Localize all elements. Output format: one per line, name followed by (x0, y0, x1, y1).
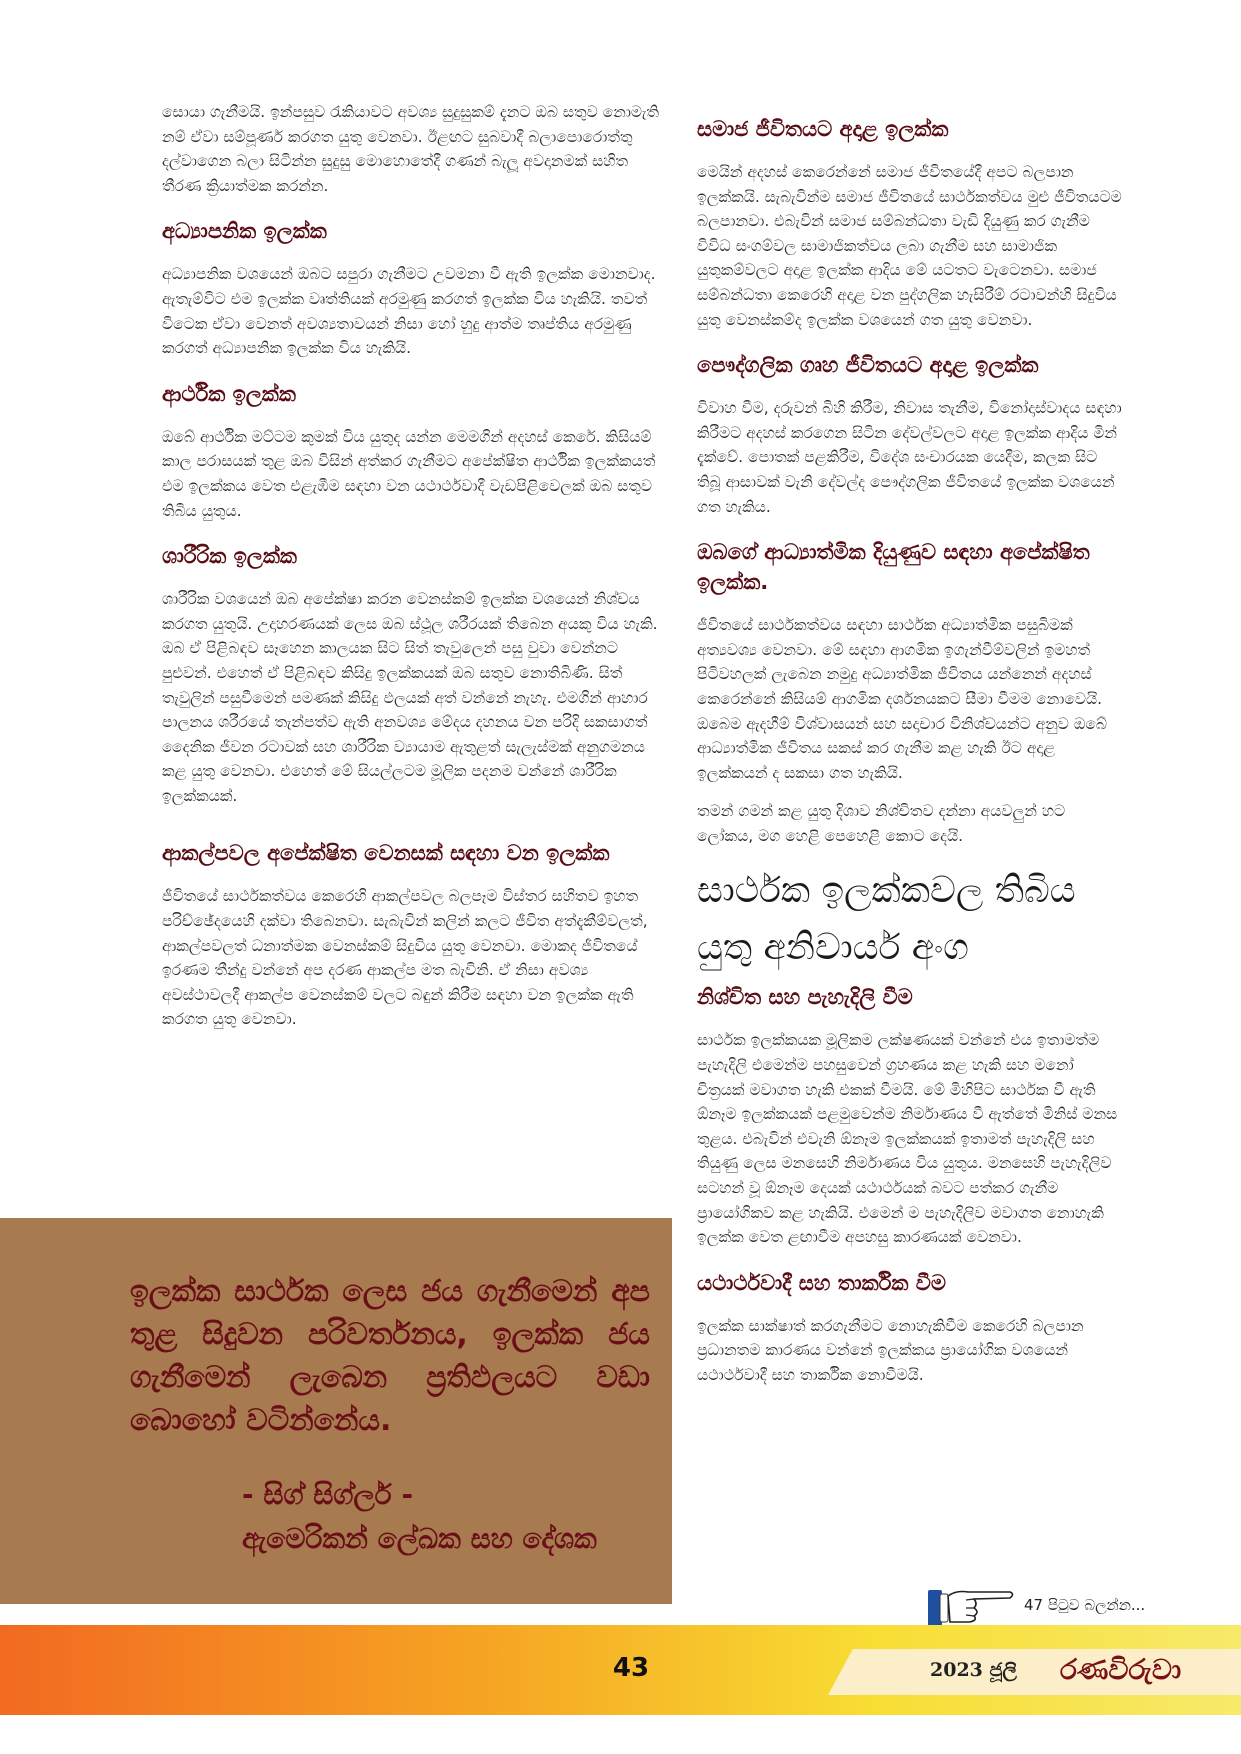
magazine-logo: රණවිරුවා (1060, 1653, 1182, 1686)
big-heading: සාර්ථක ඉලක්කවල තිබිය යුතු අනිවාර්ය අංග (697, 870, 1076, 969)
section-heading-attitude: ආකල්පවල අපේක්ෂිත වෙනසක් සඳහා වන ඉලක්ක (162, 841, 610, 866)
left-column (162, 100, 662, 1046)
section-paragraph-spiritual-2: තමන් ගමන් කළ යුතු දිශාව නිශ්චිතව දන්නා අයවලුන් හට ලෝකය, මග හෙළි පෙහෙළි කොට දෙයි. (697, 802, 1066, 845)
section-paragraph-economic: ඔබේ ආර්ථික මට්ටම කුමක් විය යුතුද යන්න මෙමගින් අදහස් කෙරේ. කිසියම් කාල පරාසයක් තුළ ඔබ විසින් අත්කර ගැනීමට අපේක්ෂිත ආර්ථික ඉලක්කයත් එම ඉලක්කය වෙත එළැඹීම සඳහා වන යථාර්ථවාදී වැඩපිළිවෙලක් ඔබ සතුව තිබිය යුතුය. (162, 427, 656, 520)
pointing-hand-icon (926, 1580, 1016, 1630)
section-heading-economic: ආර්ථික ඉලක්ක (162, 381, 296, 406)
section-heading-spiritual: ඔබගේ ආධ්‍යාත්මික දියුණුව සඳහා අපේක්ෂිත ඉලක්ක. (697, 540, 1090, 595)
quote-author-title: ඇමෙරිකන් ලේඛක සහ දේශක (242, 1522, 597, 1555)
section-heading-physical: ශාරීරික ඉලක්ක (162, 544, 297, 569)
page-number: 43 (612, 1653, 650, 1683)
continued-text: 47 පිටුව බලන්න... (1024, 1596, 1146, 1614)
footer-band (0, 1625, 1241, 1715)
intro-paragraph: සොයා ගැනීමයි. ඉන්පසුව රැකියාවට අවශ්‍ය සුදුසුකම් දැනට ඔබ සතුව නොමැති නම් ඒවා සම්පූර්ණ කරගත යුතු වෙනවා. ඊළඟට සුබවාදී බලාපොරොත්තු දල්වාගෙන බලා සිටින්න සුදුසු මොහොතේදී ගණන් බැලූ අවදානමක් සහිත තීරණ ක්‍රියාත්මක කරන්න. (162, 103, 659, 195)
section-heading-clarity: නිශ්චිත සහ පැහැදිලි වීම (697, 985, 913, 1010)
section-paragraph-spiritual: ජීවිතයේ සාර්ථකත්වය සඳහා සාර්ථක අධ්‍යාත්මික පසුබිමක් අත්‍යවශ්‍ය වෙනවා. මේ සඳහා ආගමික ඉගැන්වීම්වලින් ඉමහත් පිටිවහලක් ලැබෙන නමුදු අධ්‍යාත්මික ජීවිතය යන්නෙන් අදහස් කෙරෙන්නේ කිසියම් ආගමික දර්ශනයකට සීමා වීමම නොවෙයි. ඔබෙම ඇදහීම් විශ්වාසයන් සහ සදාචාර විනිශ්චයන්ට අනුව ඔබේ ආධ්‍යාත්මික ජීවිතය සකස් කර ගැනීම කළ හැකි ඊට අදාළ ඉලක්කයන් ද සකසා ගත හැකියි. (697, 616, 1107, 782)
section-paragraph-clarity: සාර්ථක ඉලක්කයක මූලිකම ලක්ෂණයක් වන්නේ එය ඉතාමත්ම පැහැදිලි එමෙන්ම පහසුවෙන් ග්‍රහණය කළ හැකි සහ මනෝ චිත්‍රයක් මවාගත හැකි එකක් වීමයි. මේ මිහිපිට සාර්ථක වී ඇති ඕනෑම ඉලක්කයක් පළමුවෙන්ම නිර්මාණය වී ඇත්තේ මිනිස් මනස තුළය. එබැවින් එවැනි ඕනෑම ඉලක්කයක් ඉතාමත් පැහැදිලි සහ තියුණු ලෙස මනසෙහි නිර්මාණය විය යුතුය. මනසෙහි පැහැදිලිව සටහන් වූ ඕනෑම දෙයක් යථාර්ථයක් බවට පත්කර ගැනීම ප්‍රායෝගිකව කළ හැකියි. එමෙන් ම පැහැදිලිව මවාගත නොහැකි ඉලක්ක වෙත ළඟාවීම අපහසු කාරණයක් වෙනවා. (697, 1031, 1118, 1247)
issue-date: 2023 ජූලි (930, 1659, 1017, 1681)
quote-text: ඉලක්ක සාර්ථක ලෙස ජය ගැනීමෙන් අප තුළ සිදුවන පරිවර්තනය, ඉලක්ක ජය ගැනීමෙන් ලැබෙන ප්‍රතිඵලයට වඩා බොහෝ වටින්නේය. (130, 1274, 650, 1438)
quote-box (0, 1218, 672, 1604)
section-paragraph-personal: විවාහ වීම, දරුවන් බිහි කිරීම, නිවාස තැනීම, විනෝදාස්වාදය සඳහා කිරීමට අදහස් කරගෙන සිටින දේවල්වලට අදාළ ඉලක්ක ආදිය මින් දැක්වේ. පොතක් පළකිරීම, විදේශ සංචාරයක යෙදීම, කලක සිට තිබූ ආසාවක් වැනි දේවල්ද පෞද්ගලික ජීවිතයේ ඉලක්ක වශයෙන් ගත හැකිය. (697, 399, 1122, 516)
section-paragraph-social: මෙයින් අදහස් කෙරෙන්නේ සමාජ ජීවිතයේදී අපට බලපාන ඉලක්කයි. සැබැවින්ම සමාජ ජීවිතයේ සාර්ථකත්වය මුළු ජීවිතයටම බලපානවා. එබැවින් සමාජ සම්බන්ධතා වැඩි දියුණු කර ගැනීම විවිධ සංගම්වල සාමාජිකත්වය ලබා ගැනීම සහ සාමාජික යුතුකම්වලට අදාළ ඉලක්ක ආදිය මේ යටතට වැටෙනවා. සමාජ සම්බන්ධතා කෙරෙහි අදාළ වන පුද්ගලික හැසිරීම් රටාවන්හි සිදුවිය යුතු වෙනස්කම්ද ඉලක්ක වශයෙන් ගත යුතු වෙනවා. (697, 163, 1122, 329)
section-heading-social: සමාජ ජීවිතයට අදාළ ඉලක්ක (697, 117, 949, 141)
quote-attribution (242, 1473, 662, 1561)
section-paragraph-realistic: ඉලක්ක සාක්ෂාත් කරගැනීමට නොහැකිවීම කෙරෙහි බලපාන ප්‍රධානතම කාරණය වන්නේ ඉලක්කය ප්‍රායෝගික වශයෙන් යථාර්ථවාදී සහ තාර්කික නොවීමයි. (697, 1316, 1084, 1384)
continued-note (926, 1580, 1176, 1630)
section-heading-personal: පෞද්ගලික ගෘහ ජීවිතයට අදාළ ඉලක්ක (697, 353, 1039, 378)
section-paragraph-education: අධ්‍යාපනික වශයෙන් ඔබට සපුරා ගැනීමට උවමනා වී ඇති ඉලක්ක මොනවාද. ඇතැම්විට එම ඉලක්ක වෘත්තියක් අරමුණු කරගත් ඉලක්ක විය හැකියි. තවත් විටෙක ඒවා වෙනත් අවශ්‍යතාවයන් නිසා හෝ හුදු ආත්ම තෘප්තිය අරමුණු කරගත් අධ්‍යාපනික ඉලක්ක විය හැකියි. (162, 265, 656, 358)
section-paragraph-attitude: ජීවිතයේ සාර්ථකත්වය කෙරෙහි ආකල්පවල බලපෑම විස්තර සහිතව ඉහත පරිච්ඡේදයෙහි දක්වා තිබෙනවා. සැබැවින් කලින් කලට ජීවිත අත්දැකීම්වලත්, ආකල්පවලත් ධනාත්මක වෙනස්කම් සිදුවිය යුතු වෙනවා. මොකද ජීවිතයේ ඉරණම තීන්දු වන්නේ අප දරණ ආකල්ප මත බැවිනි. ඒ නිසා අවශ්‍ය අවස්ථාවලදී ආකල්ප වෙනස්කම් වලට බඳුන් කිරීම සඳහා වන ඉලක්ක ඇති කරගත යුතු වෙනවා. (162, 887, 648, 1029)
section-paragraph-physical: ශාරීරික වශයෙන් ඔබ අපේක්ෂා කරන වෙනස්කම් ඉලක්ක වශයෙන් නිශ්චය කරගත යුතුයි. උදාහරණයක් ලෙස ඔබ ස්ථූල ශරීරයක් තිබෙන අයකු විය හැකි. ඔබ ඒ පිළිබඳව සෑහෙන කාලයක සිට සිත් තැවුලෙන් පසු වුවා වෙන්නට පුළුවන්. එහෙත් ඒ පිළිබඳව කිසිදු ඉලක්කයක් ඔබ සතුව නොතිබිණි. සිත් තැවුලින් පසුවීමෙන් පමණක් කිසිදු ඵලයක් අත් වන්නේ නැහැ. එමගින් ආහාර පාලනය ශරීරයේ තැන්පත්ව ඇති අනවශ්‍ය මේදය දහනය වන පරිදි සකසාගත් දෛනික ජීවන රටාවක් සහ ශාරීරික ව්‍යායාම ඇතුළත් සැලැස්මක් අනුගමනය කළ යුතු වෙනවා. එහෙත් මේ සියල්ලටම මූලික පදනම වන්නේ ශාරීරික ඉලක්කයක්. (162, 590, 658, 805)
section-heading-realistic: යථාර්ථවාදී සහ තාර්කික වීම (697, 1270, 946, 1295)
section-heading-education: අධ්‍යාපනික ඉලක්ක (162, 219, 327, 244)
right-column (697, 100, 1125, 1402)
quote-author: - සිග් සිග්ලර් - (242, 1478, 414, 1511)
